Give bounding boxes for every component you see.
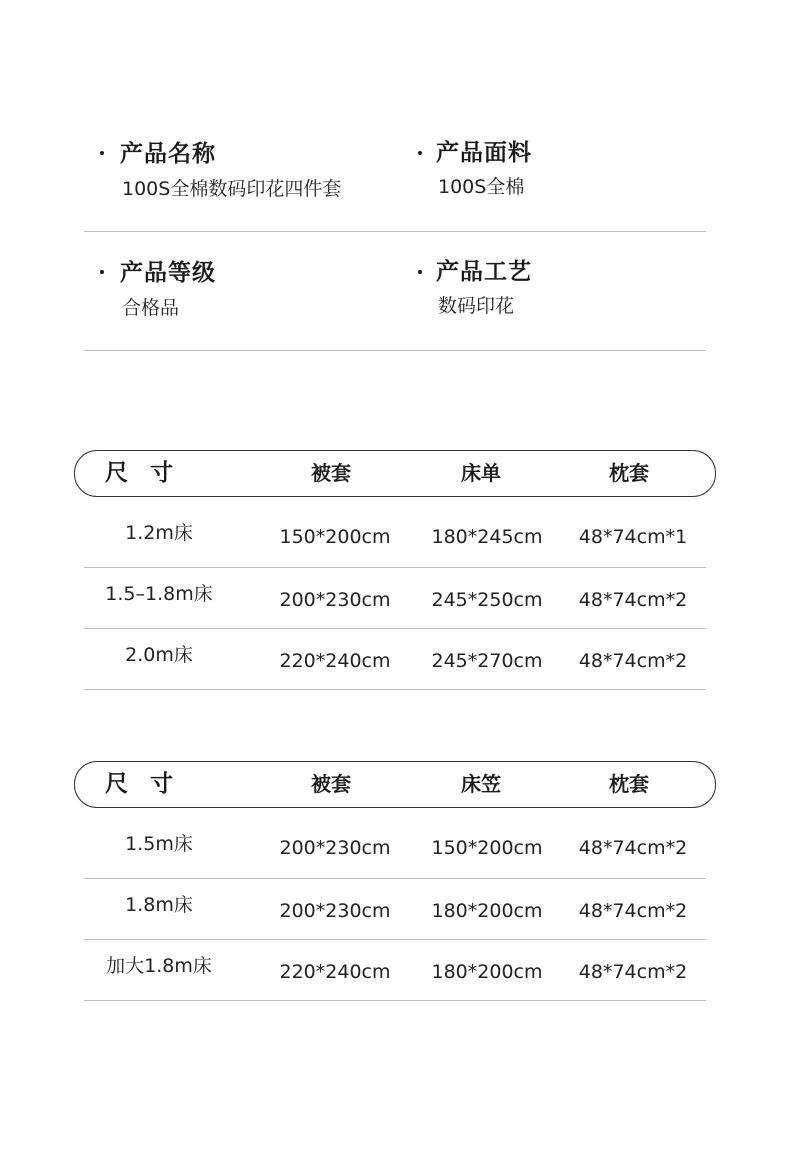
info-row (84, 113, 706, 232)
header-size: 尺寸 (105, 771, 195, 797)
info-item-craft (416, 232, 706, 350)
info-item-fabric (416, 113, 706, 231)
info-label: 产品名称 (120, 141, 216, 167)
cell-size: 1.2m床 (125, 522, 193, 544)
table-row (84, 568, 706, 629)
cell-pillowcase: 48*74cm*2 (578, 961, 688, 983)
cell-fitted-sheet: 150*200cm (431, 837, 543, 859)
cell-size: 1.5–1.8m床 (105, 583, 213, 605)
header-duvet-cover: 被套 (311, 772, 351, 796)
cell-duvet-cover: 200*230cm (279, 837, 391, 859)
table-row (84, 497, 706, 568)
info-item-grade (84, 232, 400, 350)
info-value: 合格品 (122, 297, 180, 319)
info-item-product-name (84, 113, 400, 231)
info-label: 产品面料 (436, 140, 532, 166)
cell-duvet-cover: 220*240cm (279, 961, 391, 983)
info-value: 100S全棉数码印花四件套 (122, 178, 342, 200)
bullet-dot-icon (418, 270, 422, 274)
bullet-dot-icon (418, 151, 422, 155)
cell-duvet-cover: 200*230cm (279, 589, 391, 611)
header-duvet-cover: 被套 (311, 461, 351, 485)
table-row (84, 879, 706, 940)
table-header (74, 450, 716, 497)
info-value: 数码印花 (438, 295, 515, 317)
info-label: 产品等级 (120, 260, 216, 286)
header-size: 尺寸 (105, 460, 195, 486)
cell-bed-sheet: 245*250cm (431, 589, 543, 611)
cell-duvet-cover: 200*230cm (279, 900, 391, 922)
header-pillowcase: 枕套 (609, 772, 649, 796)
bullet-dot-icon (100, 151, 104, 155)
cell-size: 1.8m床 (125, 894, 193, 916)
cell-bed-sheet: 180*245cm (431, 526, 543, 548)
cell-size: 1.5m床 (125, 833, 193, 855)
cell-duvet-cover: 150*200cm (279, 526, 391, 548)
info-value: 100S全棉 (438, 176, 525, 198)
cell-pillowcase: 48*74cm*1 (578, 526, 688, 548)
header-bed-sheet: 床单 (461, 461, 501, 485)
table-row (84, 808, 706, 879)
table-row (84, 940, 706, 1001)
table-header (74, 761, 716, 808)
cell-size: 2.0m床 (125, 644, 193, 666)
header-fitted-sheet: 床笠 (461, 772, 501, 796)
cell-pillowcase: 48*74cm*2 (578, 589, 688, 611)
info-row (84, 232, 706, 351)
cell-fitted-sheet: 180*200cm (431, 961, 543, 983)
info-label: 产品工艺 (436, 259, 532, 285)
cell-fitted-sheet: 180*200cm (431, 900, 543, 922)
cell-duvet-cover: 220*240cm (279, 650, 391, 672)
cell-pillowcase: 48*74cm*2 (578, 650, 688, 672)
bullet-dot-icon (100, 270, 104, 274)
header-pillowcase: 枕套 (609, 461, 649, 485)
table-row (84, 629, 706, 690)
cell-pillowcase: 48*74cm*2 (578, 900, 688, 922)
cell-pillowcase: 48*74cm*2 (578, 837, 688, 859)
cell-size: 加大1.8m床 (106, 955, 212, 977)
cell-bed-sheet: 245*270cm (431, 650, 543, 672)
size-table-fitted (74, 761, 716, 1001)
size-table-sheet (74, 450, 716, 690)
